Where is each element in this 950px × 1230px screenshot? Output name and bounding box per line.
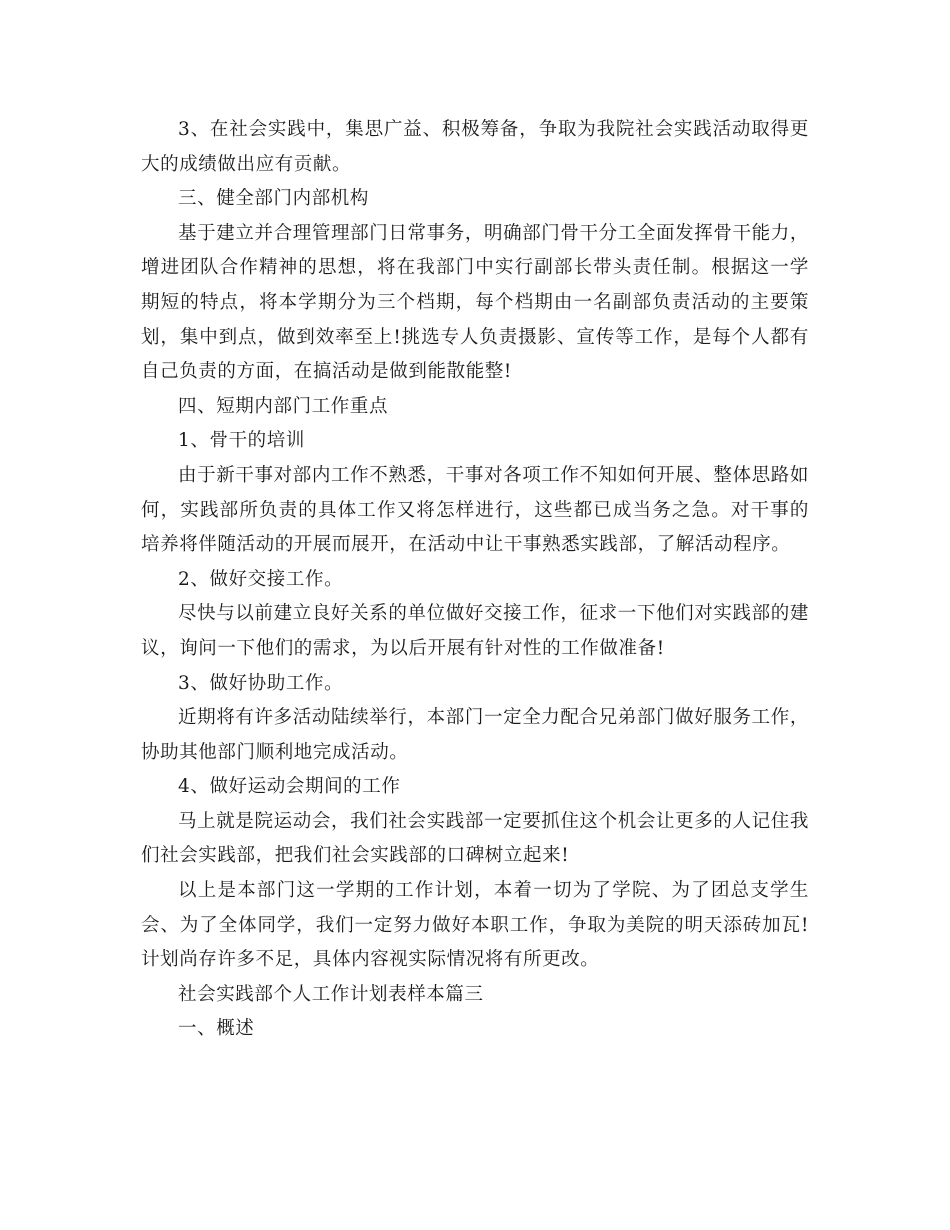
paragraph-7: 以上是本部门这一学期的工作计划，本着一切为了学院、为了团总支学生会、为了全体同学，我们一定努力做好本职工作，争取为美院的明天添砖加瓦!计划尚存许多不足，具体内容视实际情况将有所更改。 [141,880,809,971]
paragraph-1: 3、在社会实践中，集思广益、积极筹备，争取为我院社会实践活动取得更大的成绩做出应有贡献。 [141,119,809,175]
subheading-1: 1、骨干的培训 [178,430,305,452]
section-heading-4: 四、短期内部门工作重点 [178,395,389,417]
section-heading-3: 三、健全部门内部机构 [178,188,370,210]
paragraph-4: 尽快与以前建立良好关系的单位做好交接工作，征求一下他们对实践部的建议，询问一下他们的需求，为以后开展有针对性的工作做准备! [141,603,809,659]
subheading-4: 4、做好运动会期间的工作 [178,776,401,798]
document-body [141,113,809,1047]
subheading-3: 3、做好协助工作。 [178,672,344,694]
paragraph-3: 由于新干事对部内工作不熟悉，干事对各项工作不知如何开展、整体思路如何，实践部所负责的具体工作又将怎样进行，这些都已成当务之急。对干事的培养将伴随活动的开展而展开，在活动中让干事熟悉实践部，了解活动程序。 [141,464,809,556]
paragraph-5: 近期将有许多活动陆续举行，本部门一定全力配合兄弟部门做好服务工作，协助其他部门顺利地完成活动。 [141,707,809,763]
subheading-2: 2、做好交接工作。 [178,568,344,590]
article-title: 社会实践部个人工作计划表样本篇三 [178,983,484,1005]
section-heading-1: 一、概述 [178,1018,255,1040]
paragraph-2: 基于建立并合理管理部门日常事务，明确部门骨干分工全面发挥骨干能力，增进团队合作精神的思想，将在我部门中实行副部长带头责任制。根据这一学期短的特点，将本学期分为三个档期，每个档期由一名副部负责活动的主要策划，集中到点，做到效率至上!挑选专人负责摄影、宣传等工作，是每个人都有自己负责的方面，在搞活动是做到能散能整! [141,222,809,383]
paragraph-6: 马上就是院运动会，我们社会实践部一定要抓住这个机会让更多的人记住我们社会实践部，把我们社会实践部的口碑树立起来! [141,810,809,867]
